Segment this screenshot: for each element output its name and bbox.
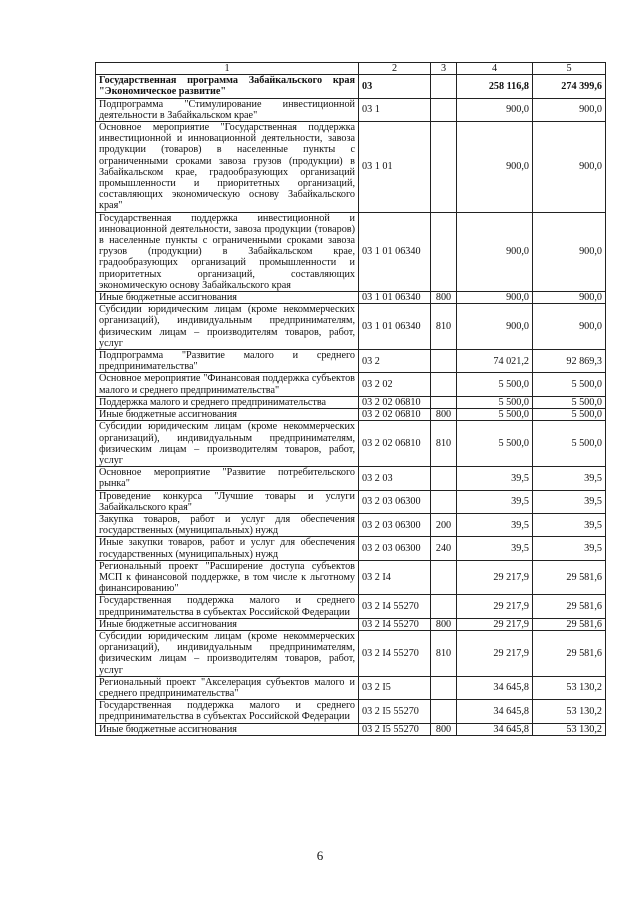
row-value-col5: 900,0 — [533, 304, 606, 350]
table-row — [96, 396, 606, 408]
table-row — [96, 98, 606, 121]
row-name-cell: Субсидии юридическим лицам (кроме некоммерческих организаций), индивидуальным предпринимателям, физическим лицам – производителям товаров, работ, услуг — [96, 421, 359, 467]
row-vr-cell: 810 — [431, 421, 457, 467]
row-name-cell: Проведение конкурса "Лучшие товары и услуги Забайкальского края" — [96, 490, 359, 513]
row-name-cell: Поддержка малого и среднего предпринимательства — [96, 396, 359, 408]
row-value-col4: 900,0 — [457, 304, 533, 350]
row-vr-cell — [431, 560, 457, 595]
table-row — [96, 676, 606, 699]
row-value-col5: 274 399,6 — [533, 75, 606, 98]
table-row — [96, 467, 606, 490]
row-value-col5: 53 130,2 — [533, 723, 606, 735]
row-code-cell: 03 1 — [359, 98, 431, 121]
row-code-cell: 03 1 01 06340 — [359, 304, 431, 350]
row-value-col4: 29 217,9 — [457, 560, 533, 595]
row-value-col5: 29 581,6 — [533, 595, 606, 618]
row-vr-cell — [431, 212, 457, 291]
row-name-cell: Государственная поддержка малого и среднего предпринимательства в субъектах Российской Федерации — [96, 595, 359, 618]
row-vr-cell — [431, 490, 457, 513]
row-value-col5: 900,0 — [533, 98, 606, 121]
table-row — [96, 292, 606, 304]
row-code-cell: 03 2 I5 — [359, 676, 431, 699]
row-name-cell: Региональный проект "Расширение доступа субъектов МСП к финансовой поддержке, в том числе к льготному финансированию" — [96, 560, 359, 595]
row-value-col4: 39,5 — [457, 467, 533, 490]
row-value-col4: 900,0 — [457, 98, 533, 121]
row-name-cell: Иные бюджетные ассигнования — [96, 723, 359, 735]
table-body — [96, 75, 606, 736]
table-row — [96, 122, 606, 213]
row-vr-cell: 800 — [431, 292, 457, 304]
row-value-col4: 900,0 — [457, 292, 533, 304]
row-value-col5: 900,0 — [533, 212, 606, 291]
table-row — [96, 75, 606, 98]
row-vr-cell — [431, 396, 457, 408]
row-vr-cell — [431, 700, 457, 723]
row-value-col5: 92 869,3 — [533, 350, 606, 373]
row-code-cell: 03 1 01 — [359, 122, 431, 213]
row-code-cell: 03 2 03 06300 — [359, 537, 431, 560]
row-name-cell: Подпрограмма "Развитие малого и среднего предпринимательства" — [96, 350, 359, 373]
row-code-cell: 03 2 02 06810 — [359, 421, 431, 467]
row-value-col5: 5 500,0 — [533, 421, 606, 467]
row-vr-cell — [431, 98, 457, 121]
table-row — [96, 618, 606, 630]
table-row — [96, 350, 606, 373]
row-name-cell: Основное мероприятие "Финансовая поддержка субъектов малого и среднего предпринимательства" — [96, 373, 359, 396]
table-row — [96, 700, 606, 723]
row-code-cell: 03 2 02 06810 — [359, 409, 431, 421]
row-value-col5: 39,5 — [533, 467, 606, 490]
row-value-col4: 39,5 — [457, 513, 533, 536]
row-value-col5: 53 130,2 — [533, 700, 606, 723]
row-code-cell: 03 2 I4 55270 — [359, 618, 431, 630]
row-name-cell: Государственная поддержка инвестиционной и инновационной деятельности, завоза продукции (товаров) в населенные пункты с ограниченными сроками завоза грузов (продукции) в Забайкальском крае, градообразующих организаций промышленности и приоритетных организаций, составляющих экономическую основу Забайкальского края — [96, 212, 359, 291]
table-row — [96, 560, 606, 595]
row-value-col4: 74 021,2 — [457, 350, 533, 373]
row-vr-cell: 800 — [431, 723, 457, 735]
row-code-cell: 03 — [359, 75, 431, 98]
row-value-col4: 29 217,9 — [457, 595, 533, 618]
row-vr-cell: 800 — [431, 409, 457, 421]
row-code-cell: 03 2 02 — [359, 373, 431, 396]
header-col-1: 1 — [96, 63, 359, 75]
row-name-cell: Основное мероприятие "Государственная поддержка инвестиционной и инновационной деятельности, завоза продукции (товаров) в населенные пункты с ограниченными сроками завоза грузов (продукции) в Забайкальском крае, градообразующих организаций промышленности и приоритетных организаций, составляющих экономическую основу Забайкальского края" — [96, 122, 359, 213]
row-name-cell: Субсидии юридическим лицам (кроме некоммерческих организаций), индивидуальным предпринимателям, физическим лицам – производителям товаров, работ, услуг — [96, 630, 359, 676]
row-value-col5: 900,0 — [533, 122, 606, 213]
table-header-row — [96, 63, 606, 75]
row-value-col4: 34 645,8 — [457, 723, 533, 735]
header-col-5: 5 — [533, 63, 606, 75]
row-value-col4: 900,0 — [457, 122, 533, 213]
row-value-col5: 29 581,6 — [533, 630, 606, 676]
row-code-cell: 03 2 I5 55270 — [359, 700, 431, 723]
budget-table — [95, 62, 606, 736]
table-row — [96, 421, 606, 467]
row-value-col5: 29 581,6 — [533, 560, 606, 595]
row-name-cell: Основное мероприятие "Развитие потребительского рынка" — [96, 467, 359, 490]
row-vr-cell — [431, 122, 457, 213]
row-code-cell: 03 2 — [359, 350, 431, 373]
row-vr-cell — [431, 467, 457, 490]
table-row — [96, 304, 606, 350]
row-value-col4: 900,0 — [457, 212, 533, 291]
row-value-col5: 53 130,2 — [533, 676, 606, 699]
row-value-col4: 39,5 — [457, 490, 533, 513]
row-vr-cell — [431, 350, 457, 373]
table-row — [96, 595, 606, 618]
row-code-cell: 03 2 I4 55270 — [359, 630, 431, 676]
row-name-cell: Иные закупки товаров, работ и услуг для обеспечения государственных (муниципальных) нужд — [96, 537, 359, 560]
row-value-col4: 5 500,0 — [457, 373, 533, 396]
row-name-cell: Региональный проект "Акселерация субъектов малого и среднего предпринимательства" — [96, 676, 359, 699]
page-number: 6 — [316, 848, 324, 863]
row-value-col4: 29 217,9 — [457, 630, 533, 676]
row-value-col5: 5 500,0 — [533, 396, 606, 408]
row-name-cell: Иные бюджетные ассигнования — [96, 409, 359, 421]
row-code-cell: 03 1 01 06340 — [359, 212, 431, 291]
row-vr-cell: 240 — [431, 537, 457, 560]
row-vr-cell — [431, 676, 457, 699]
row-value-col5: 39,5 — [533, 490, 606, 513]
row-code-cell: 03 2 03 — [359, 467, 431, 490]
row-value-col5: 39,5 — [533, 513, 606, 536]
row-value-col5: 39,5 — [533, 537, 606, 560]
table-row — [96, 212, 606, 291]
row-value-col4: 29 217,9 — [457, 618, 533, 630]
table-row — [96, 490, 606, 513]
header-col-2: 2 — [359, 63, 431, 75]
row-name-cell: Государственная поддержка малого и среднего предпринимательства в субъектах Российской Федерации — [96, 700, 359, 723]
row-code-cell: 03 2 03 06300 — [359, 513, 431, 536]
row-value-col5: 5 500,0 — [533, 373, 606, 396]
row-name-cell: Закупка товаров, работ и услуг для обеспечения государственных (муниципальных) нужд — [96, 513, 359, 536]
row-value-col4: 5 500,0 — [457, 409, 533, 421]
row-code-cell: 03 2 02 06810 — [359, 396, 431, 408]
row-name-cell: Иные бюджетные ассигнования — [96, 618, 359, 630]
row-code-cell: 03 2 I4 — [359, 560, 431, 595]
header-col-3: 3 — [431, 63, 457, 75]
row-value-col5: 5 500,0 — [533, 409, 606, 421]
row-vr-cell — [431, 595, 457, 618]
table-row — [96, 630, 606, 676]
header-col-4: 4 — [457, 63, 533, 75]
row-vr-cell — [431, 75, 457, 98]
row-code-cell: 03 2 I4 55270 — [359, 595, 431, 618]
row-value-col4: 258 116,8 — [457, 75, 533, 98]
row-value-col4: 5 500,0 — [457, 396, 533, 408]
row-vr-cell — [431, 373, 457, 396]
row-value-col5: 900,0 — [533, 292, 606, 304]
row-name-cell: Государственная программа Забайкальского края "Экономическое развитие" — [96, 75, 359, 98]
row-value-col4: 34 645,8 — [457, 676, 533, 699]
row-code-cell: 03 1 01 06340 — [359, 292, 431, 304]
row-code-cell: 03 2 03 06300 — [359, 490, 431, 513]
table-row — [96, 373, 606, 396]
row-name-cell: Иные бюджетные ассигнования — [96, 292, 359, 304]
row-value-col4: 39,5 — [457, 537, 533, 560]
row-value-col4: 5 500,0 — [457, 421, 533, 467]
row-vr-cell: 810 — [431, 630, 457, 676]
table-row — [96, 409, 606, 421]
row-vr-cell: 800 — [431, 618, 457, 630]
row-vr-cell: 810 — [431, 304, 457, 350]
row-value-col4: 34 645,8 — [457, 700, 533, 723]
row-value-col5: 29 581,6 — [533, 618, 606, 630]
table-row — [96, 513, 606, 536]
row-name-cell: Подпрограмма "Стимулирование инвестиционной деятельности в Забайкальском крае" — [96, 98, 359, 121]
row-vr-cell: 200 — [431, 513, 457, 536]
row-name-cell: Субсидии юридическим лицам (кроме некоммерческих организаций), индивидуальным предпринимателям, физическим лицам – производителям товаров, работ, услуг — [96, 304, 359, 350]
row-code-cell: 03 2 I5 55270 — [359, 723, 431, 735]
table-row — [96, 723, 606, 735]
table-row — [96, 537, 606, 560]
